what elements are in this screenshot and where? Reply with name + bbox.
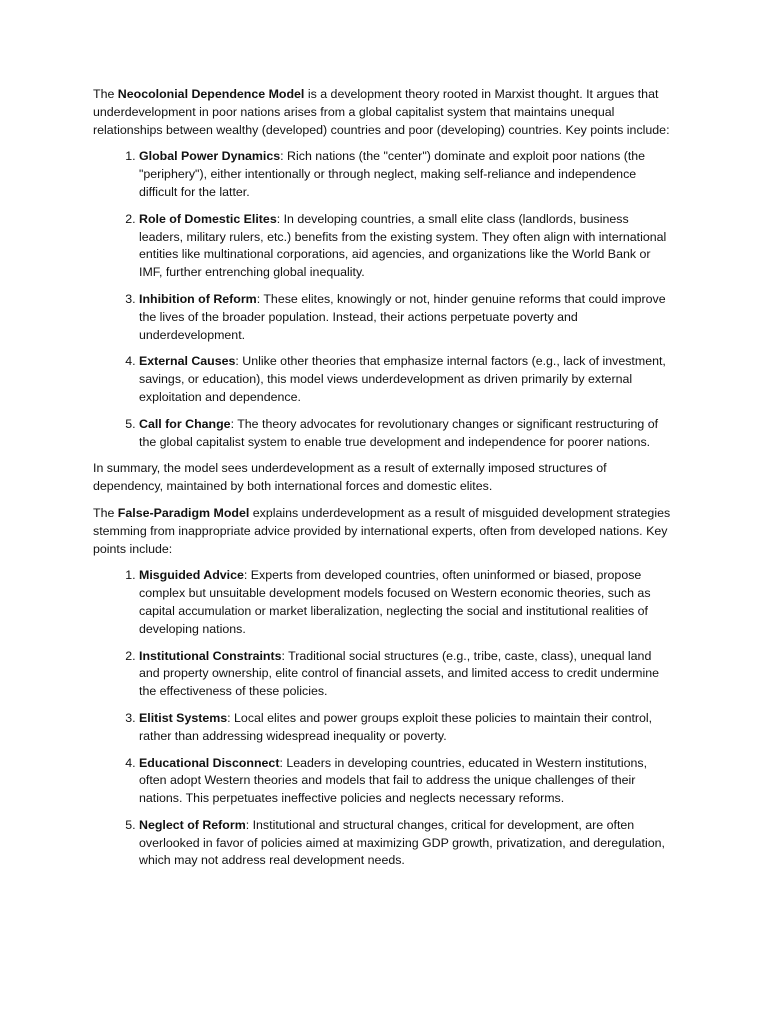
point-title: External Causes: [139, 354, 236, 369]
false-paradigm-key-points-list: [93, 567, 675, 870]
list-item: 1. Global Power Dynamics: Rich nations (the "center") dominate and exploit poor nations (the "periphery"), either intentionally or through neglect, making self-reliance and independence difficult for the latter.: [139, 148, 675, 201]
neocolonial-model-term: Neocolonial Dependence Model: [117, 87, 305, 101]
point-title: Call for Change: [139, 416, 231, 431]
list-item: 1. Misguided Advice: Experts from developed countries, often uninformed or biased, propose complex but unsuitable development models focused on Western economic theories, such as capital accumulation or market liberalization, neglecting the social and institutional realities of developing nations.: [139, 567, 675, 638]
point-title: Institutional Constraints: [139, 648, 282, 663]
list-item: 4. Educational Disconnect: Leaders in developing countries, educated in Western institutions, often adopt Western theories and models that fail to address the unique challenges of their nations. This perpetuates ineffective policies and neglects necessary reforms.: [139, 755, 675, 808]
point-title: Role of Domestic Elites: [139, 211, 277, 226]
neocolonial-key-points-list: [93, 148, 675, 451]
list-item: 3. Elitist Systems: Local elites and power groups exploit these policies to maintain their control, rather than addressing widespread inequality or poverty.: [139, 710, 675, 746]
list-item: 2. Role of Domestic Elites: In developing countries, a small elite class (landlords, business leaders, military rulers, etc.) benefits from the existing system. They often align with international entities like multinational corporations, aid agencies, and organizations like the World Bank or IMF, further entrenching global inequality.: [139, 211, 675, 282]
point-title: Neglect of Reform: [139, 817, 246, 832]
list-item: 3. Inhibition of Reform: These elites, knowingly or not, hinder genuine reforms that could improve the lives of the broader population. Instead, their actions perpetuate poverty and underdevelopment.: [139, 291, 675, 344]
neocolonial-intro-paragraph: The Neocolonial Dependence Model is a development theory rooted in Marxist thought. It argues that underdevelopment in poor nations arises from a global capitalist system that maintains unequal relationships between wealthy (developed) countries and poor (developing) countries. Key points include:: [93, 87, 670, 137]
list-item: 5. Neglect of Reform: Institutional and structural changes, critical for development, are often overlooked in favor of policies aimed at maximizing GDP growth, privatization, and deregulation, which may not address real development needs.: [139, 817, 675, 870]
list-item: 2. Institutional Constraints: Traditional social structures (e.g., tribe, caste, class), unequal land and property ownership, elite control of financial assets, and limited access to credit undermine the effectiveness of these policies.: [139, 648, 675, 701]
false-paradigm-model-term: False-Paradigm Model: [117, 505, 250, 520]
document-page: [93, 86, 675, 879]
point-title: Elitist Systems: [139, 710, 228, 725]
neocolonial-summary-paragraph: In summary, the model sees underdevelopment as a result of externally imposed structures of dependency, maintained by both international forces and domestic elites.: [93, 461, 607, 494]
list-item: 4. External Causes: Unlike other theories that emphasize internal factors (e.g., lack of investment, savings, or education), this model views underdevelopment as driven primarily by external exploitation and dependence.: [139, 353, 675, 406]
point-title: Misguided Advice: [139, 568, 244, 583]
point-title: Global Power Dynamics: [139, 149, 281, 164]
list-item: 5. Call for Change: The theory advocates for revolutionary changes or significant restructuring of the global capitalist system to enable true development and independence for poorer nations.: [139, 416, 675, 452]
point-title: Educational Disconnect: [139, 755, 280, 770]
false-paradigm-intro-paragraph: The False-Paradigm Model explains underdevelopment as a result of misguided development strategies stemming from inappropriate advice provided by international experts, often from developed nations. Key points include:: [93, 505, 671, 556]
point-title: Inhibition of Reform: [139, 291, 257, 306]
